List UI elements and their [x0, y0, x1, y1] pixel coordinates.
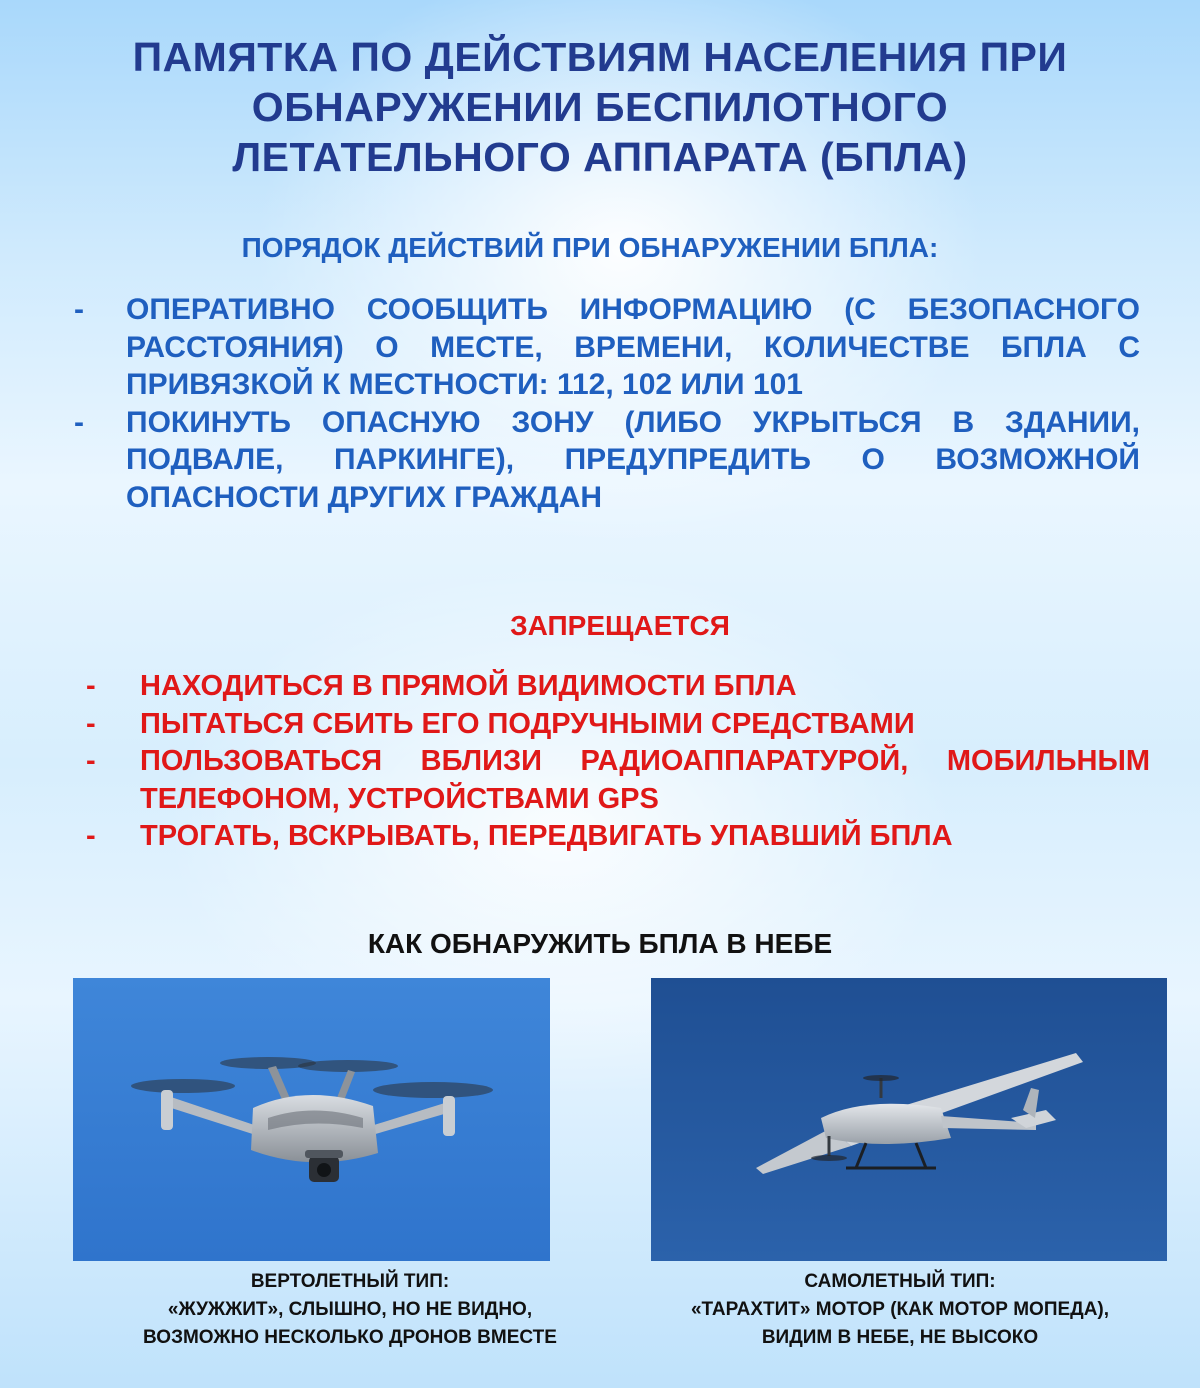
caption-line: «ТАРАХТИТ» МОТОР (КАК МОТОР МОПЕДА), — [690, 1299, 1110, 1320]
list-item — [80, 743, 1150, 818]
title-line: ОБНАРУЖЕНИИ БЕСПИЛОТНОГО — [251, 84, 949, 130]
caption-line: «ЖУЖЖИТ», СЛЫШНО, НО НЕ ВИДНО, — [167, 1299, 533, 1320]
bullet-dash: - — [86, 707, 96, 740]
list-item-text: ТРОГАТЬ, ВСКРЫВАТЬ, ПЕРЕДВИГАТЬ УПАВШИЙ БПЛА — [140, 820, 953, 852]
list-item-text: ПОЛЬЗОВАТЬСЯ ВБЛИЗИ РАДИОАППАРАТУРОЙ, МОБИЛЬНЫМ ТЕЛЕФОНОМ, УСТРОЙСТВАМИ GPS — [140, 745, 1150, 815]
list-item — [80, 706, 1150, 744]
bullet-dash: - — [86, 670, 96, 702]
bullet-dash: - — [74, 405, 84, 439]
airplane-type-caption — [620, 1268, 1180, 1352]
forbidden-list — [80, 668, 1150, 856]
bullet-dash: - — [74, 293, 84, 326]
detection-heading: КАК ОБНАРУЖИТЬ БПЛА В НЕБЕ — [367, 928, 833, 959]
helicopter-type-caption — [70, 1268, 630, 1352]
page-title — [60, 32, 1140, 182]
actions-list — [60, 291, 1140, 516]
list-item — [60, 291, 1140, 404]
actions-heading: ПОРЯДОК ДЕЙСТВИЙ ПРИ ОБНАРУЖЕНИИ БПЛА: — [241, 232, 939, 263]
title-line: ЛЕТАТЕЛЬНОГО АППАРАТА (БПЛА) — [232, 134, 968, 180]
caption-line: САМОЛЕТНЫЙ ТИП: — [804, 1271, 996, 1292]
caption-line: ВОЗМОЖНО НЕСКОЛЬКО ДРОНОВ ВМЕСТЕ — [143, 1327, 557, 1348]
list-item-text: НАХОДИТЬСЯ В ПРЯМОЙ ВИДИМОСТИ БПЛА — [140, 670, 797, 702]
list-item — [60, 404, 1140, 517]
title-line: ПАМЯТКА ПО ДЕЙСТВИЯМ НАСЕЛЕНИЯ ПРИ — [132, 34, 1068, 80]
list-item-text: ПОКИНУТЬ ОПАСНУЮ ЗОНУ (ЛИБО УКРЫТЬСЯ В ЗДАНИИ, ПОДВАЛЕ, ПАРКИНГЕ), ПРЕДУПРЕДИТЬ О ВОЗМОЖНОЙ ОПАСНОСТИ ДРУГИХ ГРАЖДАН — [126, 405, 1140, 514]
list-item — [80, 818, 1150, 856]
list-item — [80, 668, 1150, 706]
bullet-dash: - — [86, 745, 96, 777]
quadcopter-drone-photo — [73, 978, 550, 1261]
caption-line: ВИДИМ В НЕБЕ, НЕ ВЫСОКО — [761, 1327, 1039, 1348]
list-item-text: ПЫТАТЬСЯ СБИТЬ ЕГО ПОДРУЧНЫМИ СРЕДСТВАМИ — [140, 707, 915, 740]
caption-line: ВЕРТОЛЕТНЫЙ ТИП: — [250, 1271, 450, 1292]
list-item-text: ОПЕРАТИВНО СООБЩИТЬ ИНФОРМАЦИЮ (С БЕЗОПАСНОГО РАССТОЯНИЯ) О МЕСТЕ, ВРЕМЕНИ, КОЛИЧЕСТВЕ БПЛА С ПРИВЯЗКОЙ К МЕСТНОСТИ: 112, 102 ИЛИ 101 — [126, 293, 1140, 401]
fixed-wing-drone-photo — [651, 978, 1167, 1261]
bullet-dash: - — [86, 820, 96, 852]
forbidden-heading: ЗАПРЕЩАЕТСЯ — [510, 610, 730, 641]
